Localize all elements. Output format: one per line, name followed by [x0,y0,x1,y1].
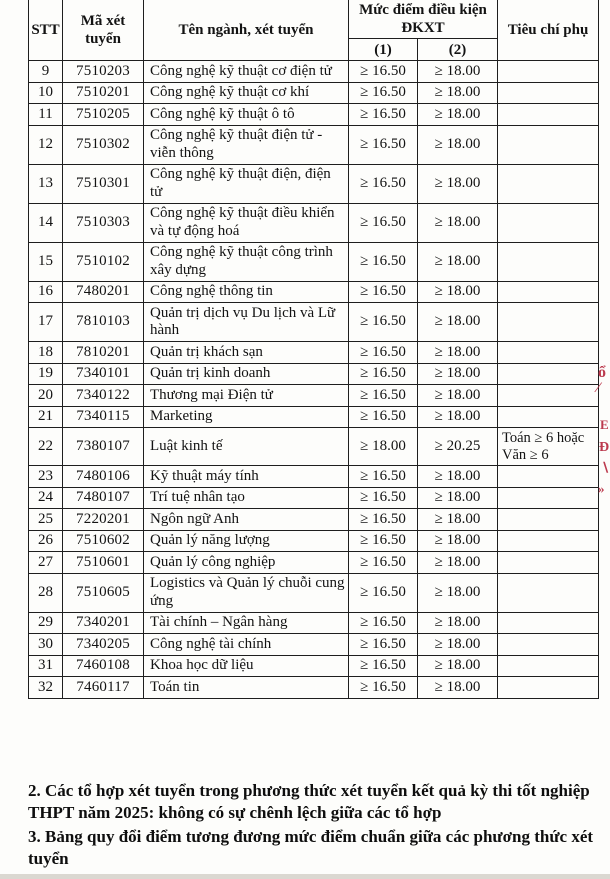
stt-cell: 13 [29,164,63,203]
major-cell: Công nghệ kỹ thuật ô tô [144,104,349,126]
stt-cell: 18 [29,342,63,364]
score-2-cell: ≥ 18.00 [418,363,498,385]
criteria-cell [498,164,599,203]
table-row [29,342,599,364]
stt-cell: 23 [29,466,63,488]
score-1-cell: ≥ 16.50 [349,61,418,83]
score-1-cell: ≥ 16.50 [349,530,418,552]
score-1-cell: ≥ 16.50 [349,242,418,281]
table-row [29,677,599,699]
criteria-cell [498,655,599,677]
stt-cell: 22 [29,428,63,466]
code-cell: 7460117 [63,677,144,699]
stt-cell: 9 [29,61,63,83]
stt-cell: 30 [29,634,63,656]
stt-cell: 10 [29,82,63,104]
code-cell: 7510301 [63,164,144,203]
admission-score-table [28,0,599,699]
stt-cell: 14 [29,203,63,242]
criteria-cell [498,552,599,574]
stt-cell: 31 [29,655,63,677]
code-cell: 7510605 [63,573,144,612]
score-2-cell: ≥ 18.00 [418,552,498,574]
table-row [29,203,599,242]
code-cell: 7510602 [63,530,144,552]
score-2-cell: ≥ 20.25 [418,428,498,466]
stt-cell: 26 [29,530,63,552]
score-1-cell: ≥ 16.50 [349,509,418,531]
score-2-cell: ≥ 18.00 [418,281,498,303]
code-cell: 7510601 [63,552,144,574]
stt-cell: 25 [29,509,63,531]
note-3: 3. Bảng quy đổi điểm tương đương mức điểm chuẩn giữa các phương thức xét tuyển [28,827,594,868]
code-cell: 7480201 [63,281,144,303]
code-cell: 7460108 [63,655,144,677]
criteria-cell [498,530,599,552]
header-code: Mã xét tuyển [63,0,144,61]
table-row [29,487,599,509]
table-row [29,363,599,385]
major-cell: Khoa học dữ liệu [144,655,349,677]
score-2-cell: ≥ 18.00 [418,487,498,509]
header-col2: (2) [418,39,498,61]
stt-cell: 20 [29,385,63,407]
major-cell: Công nghệ tài chính [144,634,349,656]
major-cell: Quản lý năng lượng [144,530,349,552]
major-cell: Quản trị kinh doanh [144,363,349,385]
code-cell: 7810103 [63,303,144,342]
header-criteria: Tiêu chí phụ [498,0,599,61]
criteria-cell [498,573,599,612]
stamp-fragment-glyph: ổ [598,364,606,381]
code-cell: 7380107 [63,428,144,466]
header-row-top [29,0,599,39]
major-cell: Luật kinh tế [144,428,349,466]
stt-cell: 17 [29,303,63,342]
score-2-cell: ≥ 18.00 [418,385,498,407]
criteria-cell [498,487,599,509]
score-1-cell: ≥ 16.50 [349,385,418,407]
code-cell: 7480107 [63,487,144,509]
stamp-fragment-glyph: ⁄ [597,380,600,396]
major-cell: Công nghệ kỹ thuật công trình xây dựng [144,242,349,281]
table-row [29,406,599,428]
table-row [29,552,599,574]
stt-cell: 19 [29,363,63,385]
score-1-cell: ≥ 16.50 [349,281,418,303]
criteria-cell [498,342,599,364]
code-cell: 7510205 [63,104,144,126]
score-2-cell: ≥ 18.00 [418,242,498,281]
score-1-cell: ≥ 16.50 [349,612,418,634]
score-2-cell: ≥ 18.00 [418,677,498,699]
major-cell: Logistics và Quản lý chuỗi cung ứng [144,573,349,612]
score-1-cell: ≥ 16.50 [349,634,418,656]
score-2-cell: ≥ 18.00 [418,509,498,531]
criteria-cell [498,385,599,407]
score-2-cell: ≥ 18.00 [418,573,498,612]
score-1-cell: ≥ 16.50 [349,125,418,164]
table-row [29,281,599,303]
score-2-cell: ≥ 18.00 [418,634,498,656]
stamp-fragment-glyph: Đ [599,440,610,455]
score-2-cell: ≥ 18.00 [418,104,498,126]
score-2-cell: ≥ 18.00 [418,61,498,83]
score-2-cell: ≥ 18.00 [418,406,498,428]
code-cell: 7480106 [63,466,144,488]
score-1-cell: ≥ 16.50 [349,573,418,612]
table-row [29,573,599,612]
criteria-cell [498,203,599,242]
code-cell: 7510203 [63,61,144,83]
table-row [29,530,599,552]
code-cell: 7340201 [63,612,144,634]
score-1-cell: ≥ 16.50 [349,677,418,699]
major-cell: Quản trị dịch vụ Du lịch và Lữ hành [144,303,349,342]
major-cell: Công nghệ thông tin [144,281,349,303]
criteria-cell [498,466,599,488]
criteria-cell [498,61,599,83]
score-2-cell: ≥ 18.00 [418,466,498,488]
criteria-cell [498,82,599,104]
major-cell: Ngôn ngữ Anh [144,509,349,531]
stt-cell: 12 [29,125,63,164]
footnotes [28,780,594,872]
major-cell: Công nghệ kỹ thuật điện tử - viễn thông [144,125,349,164]
criteria-cell: Toán ≥ 6 hoặc Văn ≥ 6 [498,428,599,466]
table-row [29,466,599,488]
criteria-cell [498,125,599,164]
criteria-cell [498,303,599,342]
score-1-cell: ≥ 16.50 [349,104,418,126]
major-cell: Trí tuệ nhân tạo [144,487,349,509]
score-1-cell: ≥ 16.50 [349,203,418,242]
header-score-group: Mức điểm điều kiện ĐKXT [349,0,498,39]
score-1-cell: ≥ 16.50 [349,487,418,509]
stt-cell: 27 [29,552,63,574]
stt-cell: 28 [29,573,63,612]
score-1-cell: ≥ 16.50 [349,466,418,488]
table-row [29,303,599,342]
table-row [29,509,599,531]
table-row [29,125,599,164]
header-col1: (1) [349,39,418,61]
table-row [29,164,599,203]
table-row [29,82,599,104]
criteria-cell [498,104,599,126]
code-cell: 7510201 [63,82,144,104]
table-row [29,655,599,677]
criteria-cell [498,281,599,303]
table-body [29,61,599,699]
score-2-cell: ≥ 18.00 [418,164,498,203]
major-cell: Tài chính – Ngân hàng [144,612,349,634]
major-cell: Quản lý công nghiệp [144,552,349,574]
code-cell: 7340115 [63,406,144,428]
code-cell: 7340101 [63,363,144,385]
table-row [29,428,599,466]
stt-cell: 16 [29,281,63,303]
stt-cell: 32 [29,677,63,699]
stt-cell: 15 [29,242,63,281]
criteria-cell [498,677,599,699]
table-row [29,385,599,407]
criteria-cell [498,406,599,428]
table-row [29,104,599,126]
criteria-cell [498,363,599,385]
criteria-cell [498,634,599,656]
major-cell: Thương mại Điện tử [144,385,349,407]
major-cell: Công nghệ kỹ thuật cơ khí [144,82,349,104]
major-cell: Công nghệ kỹ thuật cơ điện tử [144,61,349,83]
score-1-cell: ≥ 18.00 [349,428,418,466]
stamp-fragment-glyph: E [600,417,609,432]
score-2-cell: ≥ 18.00 [418,125,498,164]
score-2-cell: ≥ 18.00 [418,342,498,364]
stamp-fragment-glyph: ∖ [601,460,610,475]
stt-cell: 29 [29,612,63,634]
code-cell: 7220201 [63,509,144,531]
score-1-cell: ≥ 16.50 [349,363,418,385]
stt-cell: 21 [29,406,63,428]
score-2-cell: ≥ 18.00 [418,82,498,104]
criteria-cell [498,612,599,634]
score-1-cell: ≥ 16.50 [349,303,418,342]
major-cell: Marketing [144,406,349,428]
code-cell: 7510303 [63,203,144,242]
stt-cell: 24 [29,487,63,509]
major-cell: Công nghệ kỹ thuật điều khiển và tự động hoá [144,203,349,242]
score-1-cell: ≥ 16.50 [349,82,418,104]
stt-cell: 11 [29,104,63,126]
code-cell: 7510302 [63,125,144,164]
score-2-cell: ≥ 18.00 [418,303,498,342]
table-header [29,0,599,61]
major-cell: Quản trị khách sạn [144,342,349,364]
criteria-cell [498,509,599,531]
code-cell: 7810201 [63,342,144,364]
scan-bottom-edge [0,874,610,879]
score-2-cell: ≥ 18.00 [418,655,498,677]
table-row [29,612,599,634]
score-2-cell: ≥ 18.00 [418,530,498,552]
stamp-fragment-glyph: » [598,481,605,496]
major-cell: Công nghệ kỹ thuật điện, điện tử [144,164,349,203]
header-major: Tên ngành, xét tuyển [144,0,349,61]
code-cell: 7340122 [63,385,144,407]
table-row [29,61,599,83]
major-cell: Kỹ thuật máy tính [144,466,349,488]
score-2-cell: ≥ 18.00 [418,203,498,242]
criteria-cell [498,242,599,281]
score-1-cell: ≥ 16.50 [349,342,418,364]
score-1-cell: ≥ 16.50 [349,552,418,574]
code-cell: 7340205 [63,634,144,656]
header-stt: STT [29,0,63,61]
score-1-cell: ≥ 16.50 [349,164,418,203]
score-1-cell: ≥ 16.50 [349,655,418,677]
score-1-cell: ≥ 16.50 [349,406,418,428]
table-row [29,242,599,281]
table-row [29,634,599,656]
score-2-cell: ≥ 18.00 [418,612,498,634]
major-cell: Toán tin [144,677,349,699]
code-cell: 7510102 [63,242,144,281]
note-2: 2. Các tổ hợp xét tuyển trong phương thức xét tuyển kết quả kỳ thi tốt nghiệp THPT năm 2025: không có sự chênh lệch giữa các tổ hợp [28,781,590,822]
